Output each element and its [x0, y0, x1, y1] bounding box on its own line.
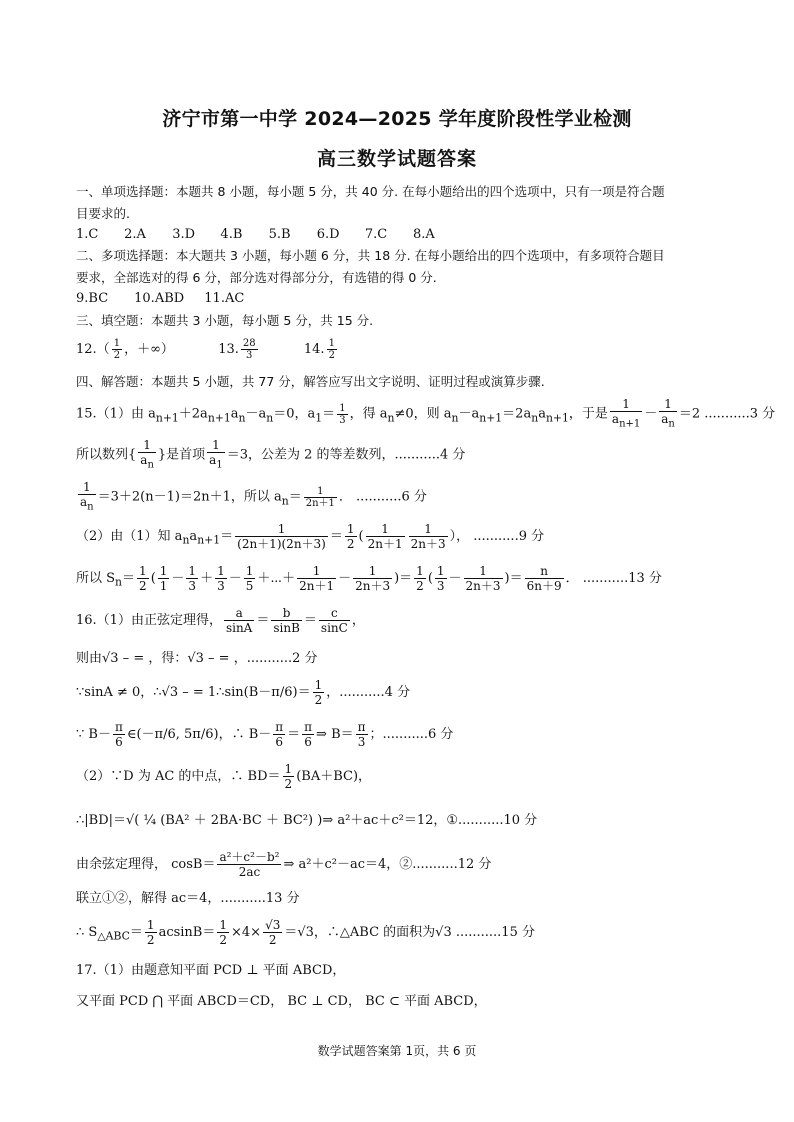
q16-line3: ∵sinA ≠ 0，∴√3 – = 1∴sin(B－π/6)＝ $\frac{1}{2}$ ，...........4 分 — [76, 678, 411, 707]
answer-item: 3.D — [172, 227, 196, 242]
q15-line2: 所以数列{ $\frac{1}{a_n}$ }是首项 $\frac{1}{a_1}$ ＝3，公差为 2 的等差数列，...........4 分 — [76, 438, 466, 471]
section1-heading-line2: 目要求的. — [76, 206, 130, 221]
q15-line4: （2）由（1）知 $a_na_{n+1}=$ $\frac{1}{(2n+1)(2n+3)}$ ＝ $\frac{1}{2}$ ( $\frac{1}{2n+1}$ $\frac{1}{2n+3}$ ）， ...........9 分 — [76, 522, 545, 551]
exam-title: 济宁市第一中学 2024—2025 学年度阶段性学业检测 — [162, 108, 632, 130]
section4-heading: 四、解答题：本题共 5 小题，共 77 分，解答应写出文字说明、证明过程或演算步骤. — [76, 374, 545, 389]
section3-answers: 12.（ $\frac{1}{2}$ ，＋∞） 13. $\frac{28}{3}$ 14. $\frac{1}{2}$ — [76, 338, 335, 361]
q16-line7: 由余弦定理得， cosB＝ $\frac{\text{a²＋c²－b²}}{2ac}$ ⇒ a²＋c²－ac＝4，②...........12 分 — [76, 850, 492, 879]
answer-item: 4.B — [220, 227, 243, 242]
q16-line5: （2）∵D 为 AC 的中点，∴ BD＝ $\frac{1}{2}$ (BA＋BC)， — [76, 762, 372, 791]
q16-line9: ∴ $S_{\triangle ABC}=$ $\frac{1}{2}$ acsinB＝ $\frac{1}{2}$ ×4× $\frac{√3}{2}$ ＝√3，∴△ABC 的面积为√3 ...........15 分 — [76, 918, 535, 947]
answer-item: 6.D — [316, 227, 340, 242]
section1-answers — [76, 226, 457, 244]
answer-item: 1.C — [76, 227, 99, 242]
section3-heading: 三、填空题：本题共 3 小题，每小题 5 分，共 15 分. — [76, 313, 374, 328]
section2-answers — [76, 290, 264, 308]
answer-item: 9.BC — [76, 291, 109, 306]
q17-line2: 又平面 PCD ⋂ 平面 ABCD＝CD， BC ⊥ CD， BC ⊂ 平面 ABCD， — [76, 994, 487, 1009]
page-footer: 数学试题答案第 1页，共 6 页 — [317, 1044, 477, 1058]
answer-item: 11.AC — [204, 291, 245, 306]
q15-line3: $\frac{1}{a_n}$ ＝3＋2(n－1)＝2n＋1，所以 $a_n=$ $\frac{1}{2n+1}$ ． ...........6 分 — [80, 480, 427, 513]
section1-heading-line1: 一、单项选择题：本题共 8 小题，每小题 5 分，共 40 分. 在每小题给出的四个选项中，只有一项是符合题 — [76, 184, 665, 199]
q16-line6: ∴|BD|＝√( ¼ (BA² ＋ 2BA·BC ＋ BC²) )⇒ a²＋ac＋c²＝12，①...........10 分 — [76, 813, 538, 828]
q16-line1: 16.（1）由正弦定理得， $\frac{a}{\sin A}$ ＝ $\frac{b}{\sin B}$ ＝ $\frac{c}{\sin C}$ ， — [76, 606, 365, 635]
answer-item: 7.C — [364, 227, 388, 242]
answer-item: 5.B — [268, 227, 291, 242]
q17-line1: 17.（1）由题意知平面 PCD ⊥ 平面 ABCD， — [76, 963, 346, 978]
q16-line8: 联立①②，解得 ac＝4，...........13 分 — [76, 891, 300, 906]
q16-line4: ∵ B－ $\frac{\pi}{6}$ ∈(－π/6, 5π/6)，∴ B－ $\frac{\pi}{6}$ ＝ $\frac{\pi}{6}$ ⇒ B＝ $\frac{\pi}{3}$ ；...........6 分 — [76, 720, 454, 749]
q16-line2: 则由√3 – = ，得：√3 – = ，...........2 分 — [76, 651, 318, 666]
answer-item: 8.A — [412, 227, 435, 242]
exam-subtitle: 高三数学试题答案 — [316, 148, 477, 170]
q15-line5: 所以 $S_n=$ $\frac{1}{2}$ ( $\frac{1}{1}$ － $\frac{1}{3}$ ＋ $\frac{1}{3}$ － $\frac{1}{5}$ ＋⋯＋ $\frac{1}{2n+1}$ － $\frac{1}{2n+3}$ )＝ $\frac{1}{2}$ ( $\frac{1}{3}$ － $\frac{1}{2n+3}$ )＝ $\frac{n}{6n+9}$ ． ...........13 分 — [76, 564, 662, 593]
answer-item: 10.ABD — [134, 291, 185, 306]
section2-heading-line2: 要求，全部选对的得 6 分，部分选对得部分分，有选错的得 0 分. — [76, 270, 437, 285]
section2-heading-line1: 二、多项选择题：本大题共 3 小题，每小题 6 分，共 18 分. 在每小题给出的四个选项中，有多项符合题目 — [76, 248, 665, 263]
q15-line1: 15.（1）由 $a_{n+1}+2a_{n+1}a_n-a_n=0$，$a_1=$ $\frac{1}{3}$ ，得 $a_n\ne 0$，则 $a_n-a_{n+1}=2a_na_{n+1}$，于是 $\frac{1}{a_{n+1}}$ － $\frac{1}{a_n}$ ＝2 ...........3 分 — [76, 397, 776, 430]
answer-item: 2.A — [124, 227, 146, 242]
